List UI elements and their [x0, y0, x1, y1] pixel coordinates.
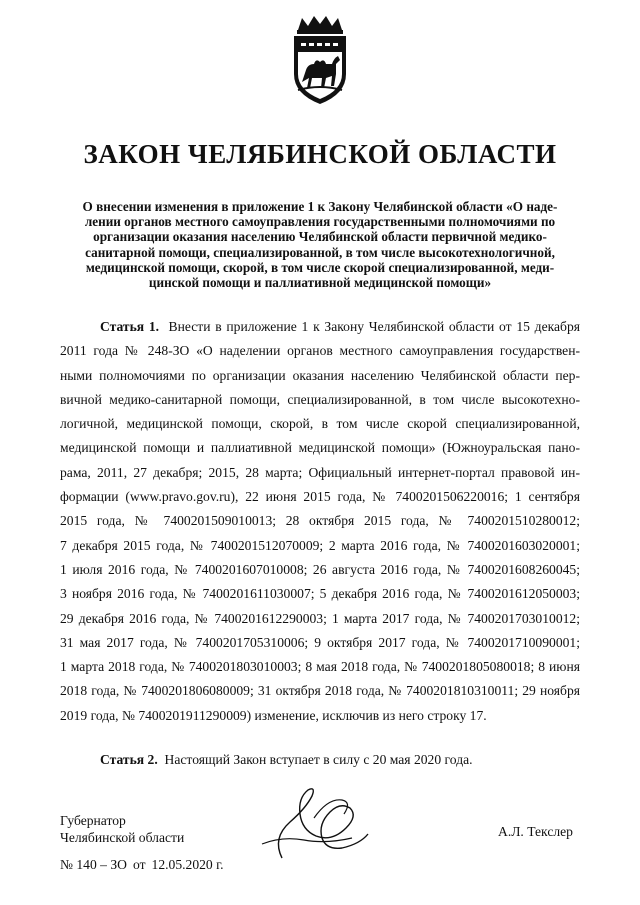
article-1-line: 2018 года, № 7400201806080009; 31 октября 2018 года, № 7400201810310011; 29 ноября: [60, 683, 580, 699]
article-1-label: Статья 1.: [100, 319, 160, 334]
subtitle-line: медицинской помощи, скорой, в том числе скорой специализированной, меди-: [85, 259, 555, 275]
article-1-line: 7 декабря 2015 года, № 7400201512070009; 2 марта 2016 года, № 7400201603020001;: [60, 537, 580, 553]
document-subtitle: [60, 199, 580, 290]
governor-title: Губернатор: [60, 813, 126, 828]
article-1-line: 31 мая 2017 года, № 7400201705310006; 9 октября 2017 года, № 7400201710090001;: [60, 634, 580, 650]
law-number-from: от: [132, 857, 146, 872]
article-1-line: 2011 года № 248-ЗО «О наделении органов местного самоуправления государствен-: [60, 343, 580, 359]
article-1-line: рама, 2011, 27 декабря; 2015, 28 марта; Официальный интернет-портал правовой ин-: [60, 464, 580, 480]
article-1-line: ными полномочиями по организации оказания населению Челябинской области пер-: [60, 367, 580, 383]
article-1-line: 29 декабря 2016 года, № 7400201612290003; 1 марта 2017 года, № 7400201703010012;: [60, 610, 580, 626]
signature-icon: [242, 778, 378, 862]
article-1-line: 1 июля 2016 года, № 7400201607010008; 26 августа 2016 года, № 7400201608260045;: [60, 561, 580, 577]
article-2: [100, 752, 473, 768]
article-1-line: вичной медико-санитарной помощи, специализированной, в том числе высокотехно-: [60, 391, 580, 407]
governor-name: А.Л. Текслер: [498, 824, 573, 839]
subtitle-line: цинской помощи и паллиативной медицинской помощи»: [148, 275, 492, 291]
governor-position: [60, 812, 184, 846]
article-1-line: логичной, медицинской помощи, скорой, в том числе скорой специализированной,: [60, 416, 580, 432]
article-1-text: Внести в приложение 1 к Закону Челябинской области от 15 декабря: [168, 319, 580, 334]
article-1-first-line: [60, 315, 580, 339]
article-1-line: медицинской помощи и паллиативной медицинской помощи» (Южноуральская пано-: [60, 440, 580, 456]
subtitle-line: О внесении изменения в приложение 1 к Закону Челябинской области «О наде-: [82, 199, 558, 214]
article-1-line: 2015 года, № 7400201509010013; 28 октября 2015 года, № 7400201510280012;: [60, 513, 580, 529]
law-date: 12.05.2020 г.: [151, 857, 224, 872]
article-1-line: 3 ноября 2016 года, № 7400201611030007; 5 декабря 2016 года, № 7400201612050003;: [60, 586, 580, 602]
document-title: ЗАКОН ЧЕЛЯБИНСКОЙ ОБЛАСТИ: [83, 139, 557, 169]
law-number: [60, 857, 230, 873]
coat-of-arms-icon: [282, 14, 358, 106]
subtitle-line: санитарной помощи, специализированной, в том числе высокотехнологичной,: [85, 244, 555, 260]
article-2-text: Настоящий Закон вступает в силу с 20 мая 2020 года.: [164, 752, 473, 767]
article-1-line: 2019 года, № 7400201911290009) изменение, исключив из него строку 17.: [60, 707, 487, 723]
article-1-line: формации (www.pravo.gov.ru), 22 июня 2015 года, № 7400201506220016; 1 сентября: [60, 489, 580, 505]
article-1: [60, 315, 580, 728]
article-2-label: Статья 2.: [100, 752, 158, 767]
governor-region: Челябинской области: [60, 830, 185, 845]
subtitle-line: организации оказания населению Челябинской области первичной медико-: [93, 229, 547, 245]
article-1-line: 1 марта 2018 года, № 7400201803010003; 8 мая 2018 года, № 7400201805080018; 8 июня: [60, 659, 580, 675]
subtitle-line: лении органов местного самоуправления государственными полномочиями по: [84, 214, 556, 230]
law-number-value: № 140 – ЗО: [60, 857, 127, 872]
